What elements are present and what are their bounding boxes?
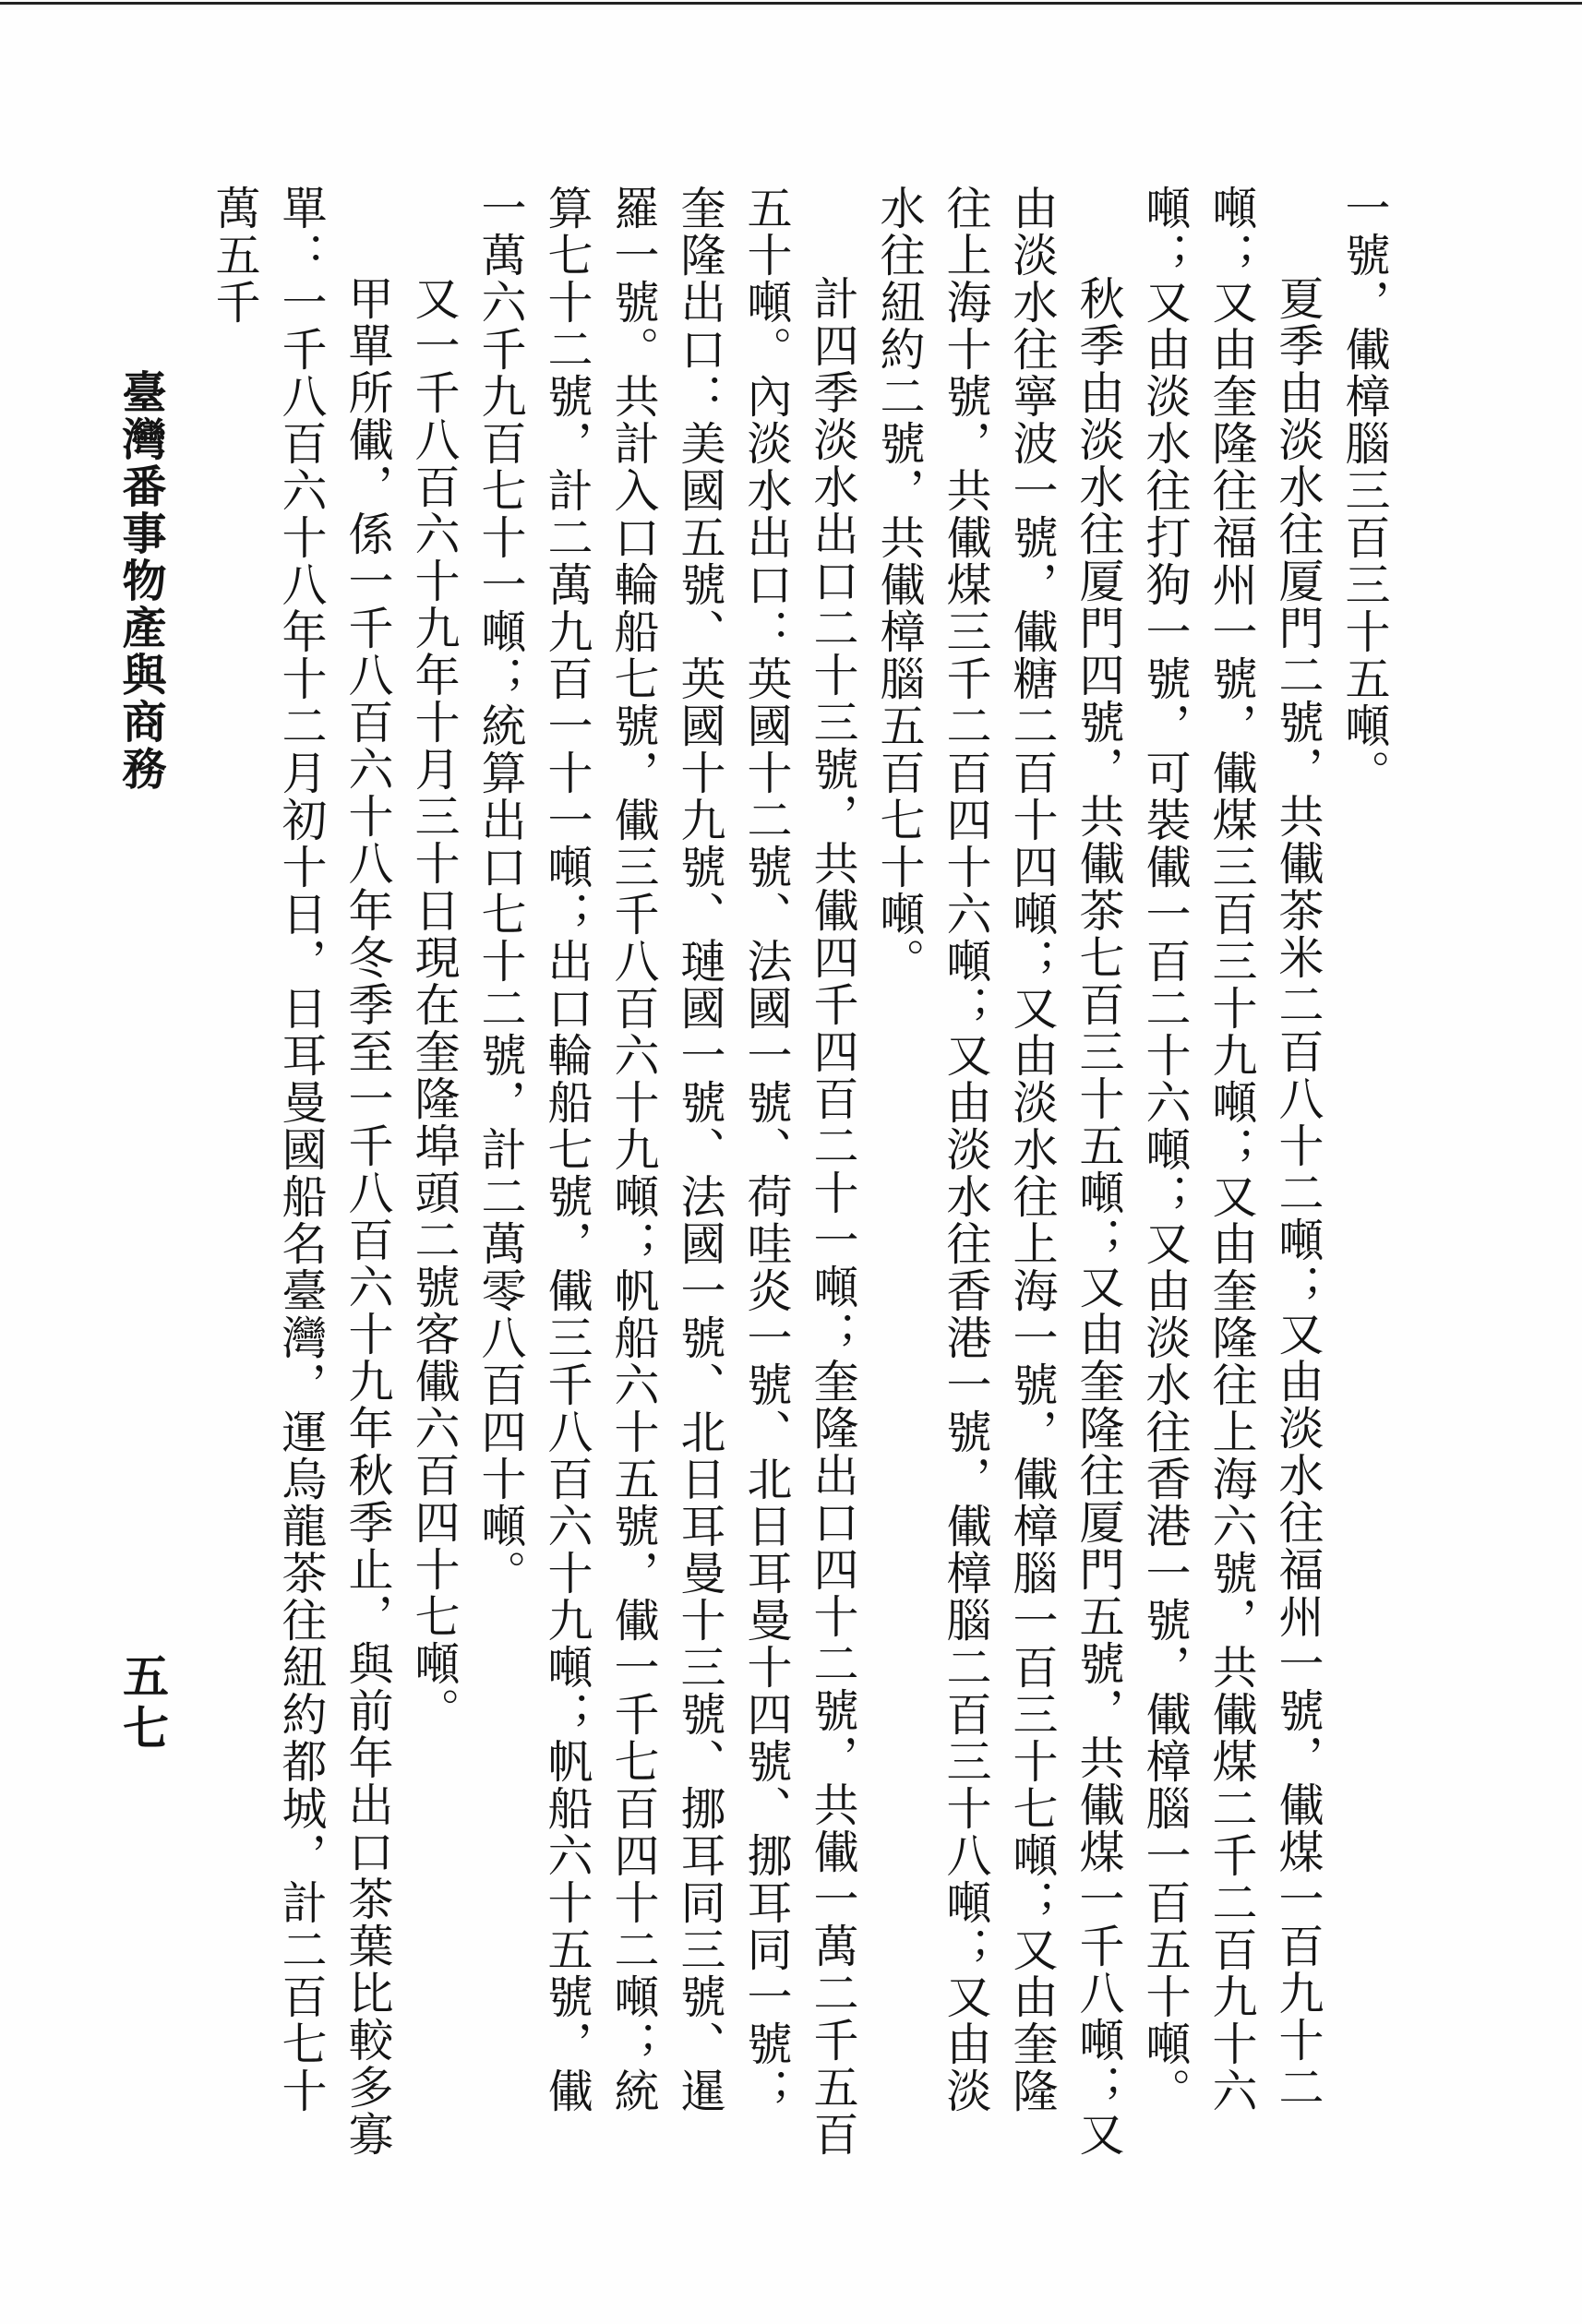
paragraph-summer: 夏季由淡水往厦門二號，共儎茶米二百八十二噸；又由淡水往福州一號，儎煤一百九十二噸；又由奎隆往福州一號，儎煤三百三十九噸；又由奎隆往上海六號，共儎煤二千二百九十六噸；又由淡水往打狗一號，可裝儎一百二十六噸；又由淡水往香港一號，儎樟腦一百五十噸。 [1139, 185, 1324, 2114]
top-edge-rule [0, 2, 1582, 5]
paragraph-continuation: 一號，儎樟腦三百三十五噸。 [1338, 185, 1391, 797]
paragraph-annual-total: 計四季淡水出口二十三號，共儎四千四百二十一噸；奎隆出口四十二號，共儎一萬二千五百五十噸。內淡水出口：英國十二號、法國一號、荷哇炎一號、北日耳曼十四號、挪耳同一號；奎隆出口：美國五號、英國十九號、璉國一號、法國一號、北日耳曼十三號、挪耳同三號、暹羅一號。共計入口輪船七號，儎三千八百六十九噸；帆船六十五號，儎一千七百四十二噸；統算七十二號，計二萬九百一十一噸；出口輪船七號，儎三千八百六十九噸；帆船六十五號，儎一萬六千九百七十一噸；統算出口七十二號，計二萬零八百四十噸。 [474, 185, 859, 2158]
paragraph-autumn: 秋季由淡水往厦門四號，共儎茶七百三十五噸；又由奎隆往厦門五號，共儎煤一千八噸；又由淡水往寧波一號，儎糖二百十四噸；又由淡水往上海一號，儎樟腦一百三十七噸；又由奎隆往上海十號，共儎煤三千二百四十六噸；又由淡水往香港一號，儎樟腦二百三十八噸；又由淡水往紐約二號，共儎樟腦五百七十噸。 [873, 185, 1125, 2158]
paragraph-keelung-note: 又一千八百六十九年十月三十日現在奎隆埠頭二號客儎六百四十七噸。 [408, 275, 461, 1734]
body-text-columns [209, 185, 1397, 2160]
running-head: 臺灣番事物產與商務 [114, 369, 166, 793]
page-number: 五七 [115, 1652, 170, 1755]
paragraph-tea-comparison: 甲單所儎，係一千八百六十八年冬季至一千八百六十九年秋季止，與前年出口茶葉比較多寡單：一千八百六十八年十二月初十日，日耳曼國船名臺灣，運烏龍茶往紐約都城，計二百七十萬五千 [209, 185, 394, 2158]
